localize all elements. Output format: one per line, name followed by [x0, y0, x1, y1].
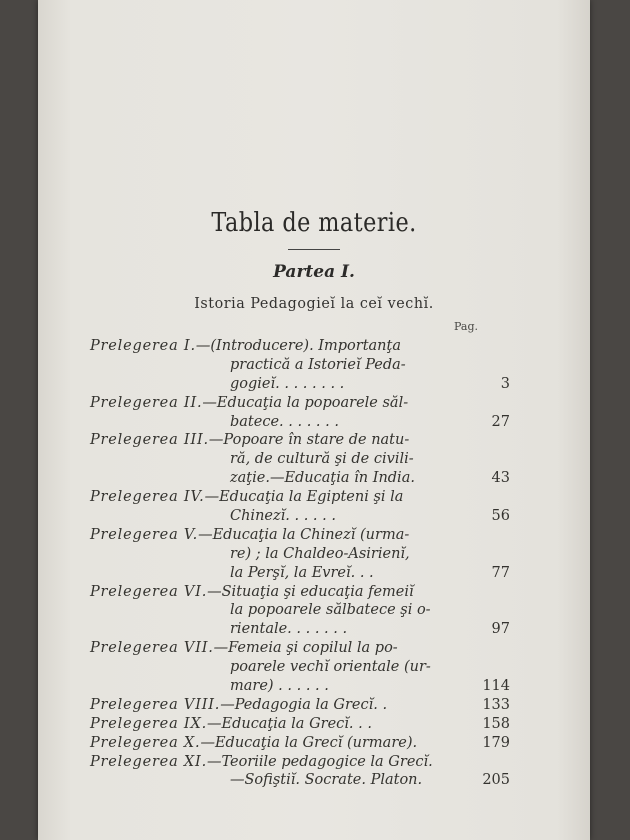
- toc-line: [90, 356, 510, 375]
- toc-page-number: 27: [491, 413, 510, 430]
- toc-entry-label: Prelegerea VIII.: [90, 696, 221, 713]
- toc-entry-text: —Educaţia la popoarele săl-: [202, 394, 409, 411]
- toc-line: [90, 413, 510, 432]
- toc-entry-label: Prelegerea X.: [90, 734, 201, 751]
- toc-line: [90, 564, 510, 583]
- toc-line: [90, 734, 510, 753]
- toc-entry-text: —Sofiştiĭ. Socrate. Platon.: [230, 772, 423, 789]
- toc-entry-text: —Teoriile pedagogice la Grecĭ.: [206, 753, 433, 770]
- toc-line: [90, 583, 510, 602]
- part-subtitle: Istoria Pedagogieĭ la ceĭ vechĭ.: [194, 294, 434, 312]
- toc-entry-text: —Femeia şi copilul la po-: [213, 640, 398, 657]
- toc-entry-label: Prelegerea IX.: [90, 715, 207, 732]
- toc-line: [90, 545, 510, 564]
- toc-line: [90, 696, 510, 715]
- toc-line: [90, 677, 510, 696]
- toc-entry-text: poarele vechĭ orientale (ur-: [230, 659, 431, 676]
- toc-page-number: 3: [500, 375, 510, 392]
- toc-entry-label: Prelegerea XI.: [90, 753, 207, 770]
- toc-page-number: 205: [482, 772, 510, 789]
- toc-line: [90, 601, 510, 620]
- toc-entry-label: Prelegerea I.: [90, 338, 196, 354]
- toc-entry-label: Prelegerea VI.: [90, 583, 208, 600]
- toc-entry-label: Prelegerea III.: [90, 432, 209, 449]
- toc-page-number: 77: [491, 564, 510, 581]
- toc-entry-text: Chinezĭ. . . . . .: [230, 508, 336, 525]
- toc-line: [90, 507, 510, 526]
- toc-entry-text: —Pedagogia la Grecĭ. .: [220, 696, 388, 713]
- toc-line: [90, 469, 510, 488]
- toc-entry-text: re) ; la Chaldeo-Asirienĭ,: [230, 545, 410, 562]
- toc-entry-text: batece. . . . . . .: [230, 413, 339, 430]
- toc-entry-text: —Situaţia şi educaţia femeiĭ: [207, 583, 414, 600]
- toc-entry-text: ră, de cultură şi de civili-: [230, 451, 414, 468]
- title-divider: [288, 249, 340, 250]
- toc-line: [90, 337, 510, 356]
- toc-line: [90, 715, 510, 734]
- toc-line: [90, 620, 510, 639]
- table-of-contents: [90, 337, 510, 790]
- toc-line: [90, 488, 510, 507]
- toc-entry-label: Prelegerea II.: [90, 394, 203, 411]
- toc-entry-label: Prelegerea V.: [90, 526, 199, 543]
- toc-entry-text: practică a Istorieĭ Peda-: [230, 356, 406, 373]
- toc-line: [90, 431, 510, 450]
- toc-line: [90, 450, 510, 469]
- toc-entry-text: —Educaţia la Egipteni şi la: [204, 489, 404, 506]
- toc-line: [90, 639, 510, 658]
- toc-entry-label: Prelegerea IV.: [90, 489, 205, 506]
- toc-page-number: 158: [482, 715, 510, 732]
- toc-line: [90, 526, 510, 545]
- toc-line: [90, 658, 510, 677]
- toc-entry-text: —Educaţia la Grecĭ. . .: [206, 715, 372, 732]
- toc-page-number: 179: [482, 734, 510, 751]
- page-column-header: Pag.: [454, 320, 479, 333]
- toc-line: [90, 753, 510, 772]
- toc-entry-text: rientale. . . . . . .: [230, 621, 348, 638]
- toc-entry-text: gogieĭ. . . . . . . .: [230, 375, 345, 392]
- toc-entry-text: —Educaţia la Chinezĭ (urma-: [198, 526, 410, 543]
- toc-entry-text: —Popoare în stare de natu-: [208, 432, 410, 449]
- toc-page-number: 114: [482, 678, 510, 695]
- toc-page-number: 43: [491, 470, 510, 487]
- part-heading: Partea I.: [273, 262, 355, 282]
- toc-line: [90, 394, 510, 413]
- toc-entry-text: la popoarele sălbatece şi o-: [230, 602, 431, 619]
- toc-entry-text: zaţie.—Educaţia în India.: [230, 470, 415, 487]
- toc-entry-text: mare) . . . . . .: [230, 678, 329, 695]
- toc-entry-text: la Perşĭ, la Evreĭ. . .: [230, 564, 374, 581]
- toc-line: [90, 771, 510, 790]
- toc-entry-text: —(Introducere). Importanţa: [195, 338, 401, 354]
- page-title: Tabla de materie.: [211, 208, 417, 238]
- toc-page-number: 56: [491, 508, 510, 525]
- toc-entry-text: —Educaţia la Grecĭ (urmare).: [200, 734, 418, 751]
- toc-page-number: 97: [491, 621, 510, 638]
- toc-entry-label: Prelegerea VII.: [90, 640, 214, 657]
- toc-page-number: 133: [482, 696, 510, 713]
- toc-line: [90, 375, 510, 394]
- book-page: [38, 0, 590, 840]
